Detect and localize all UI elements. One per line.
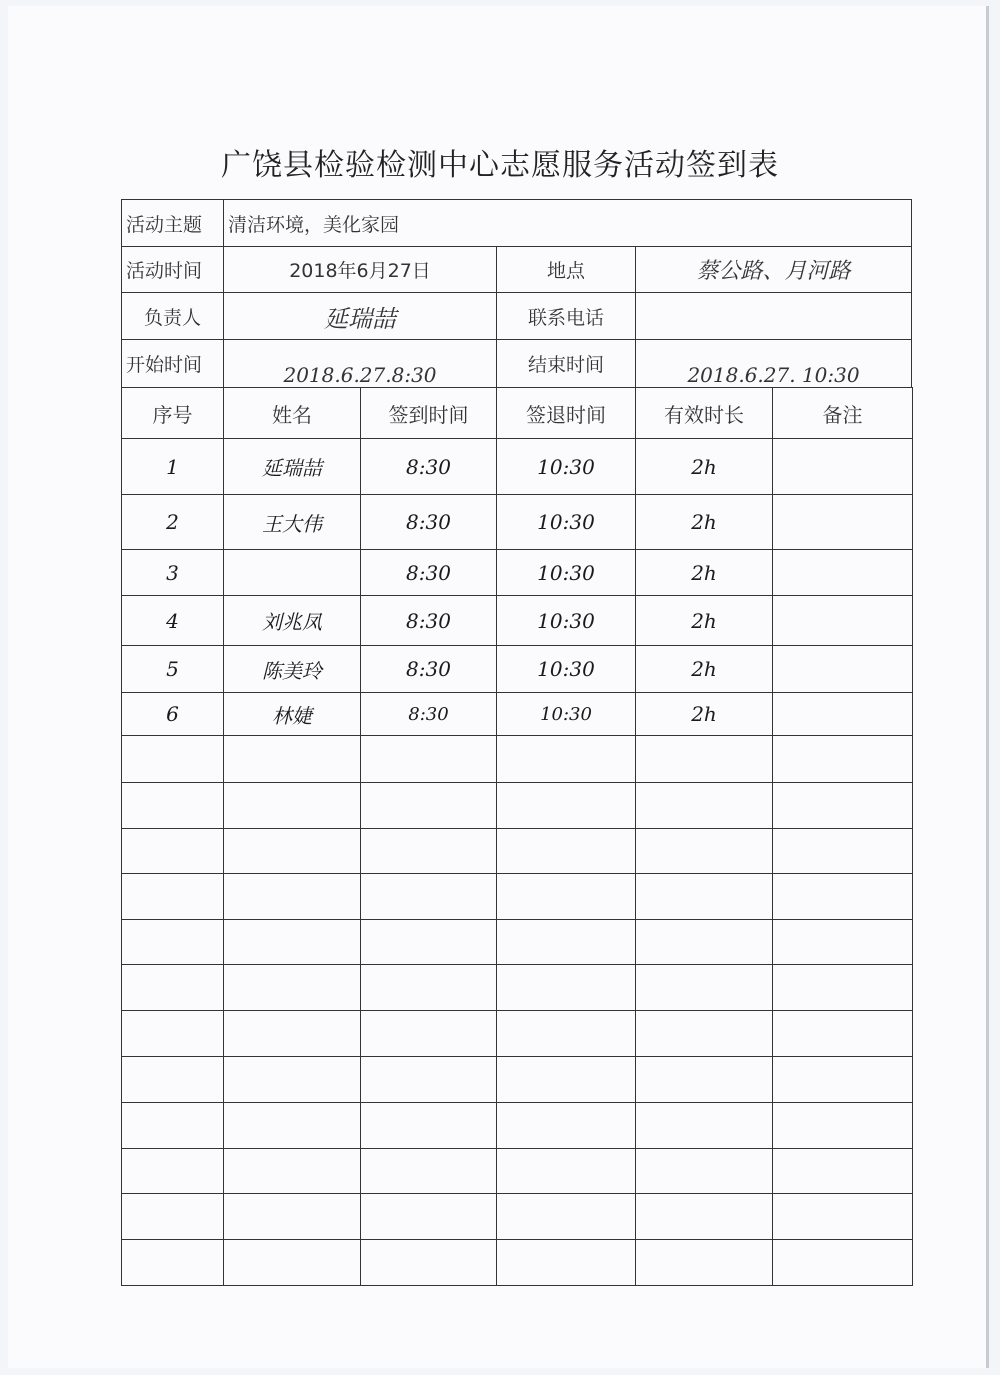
col-header-duration: 有效时长 bbox=[636, 388, 773, 439]
row-name: 陈美玲 bbox=[224, 646, 361, 693]
empty-row bbox=[122, 736, 913, 783]
row-checkin: 8:30 bbox=[361, 550, 497, 596]
row-duration: 2h bbox=[636, 550, 773, 596]
table-row bbox=[122, 646, 913, 693]
row-duration: 2h bbox=[636, 495, 773, 550]
row-duration: 2h bbox=[636, 596, 773, 646]
row-note bbox=[773, 596, 913, 646]
row-duration: 2h bbox=[636, 693, 773, 736]
table-row bbox=[122, 495, 913, 550]
empty-row bbox=[122, 1057, 913, 1103]
leader-row bbox=[122, 293, 912, 340]
theme-label: 活动主题 bbox=[122, 200, 224, 247]
empty-row bbox=[122, 783, 913, 829]
row-name: 林婕 bbox=[224, 693, 361, 736]
place-value: 蔡公路、月河路 bbox=[636, 247, 912, 293]
empty-row bbox=[122, 965, 913, 1011]
place-label: 地点 bbox=[497, 247, 636, 293]
row-checkout: 10:30 bbox=[497, 550, 636, 596]
signin-header-row bbox=[122, 388, 913, 439]
row-note bbox=[773, 495, 913, 550]
time-label: 活动时间 bbox=[122, 247, 224, 293]
time-value: 2018年6月27日 bbox=[224, 247, 497, 293]
start-end-row bbox=[122, 340, 912, 388]
activity-info-table bbox=[121, 199, 912, 388]
row-checkout: 10:30 bbox=[497, 495, 636, 550]
start-value: 2018.6.27.8:30 bbox=[224, 340, 497, 388]
empty-row bbox=[122, 920, 913, 965]
form-title: 广饶县检验检测中心志愿服务活动签到表 bbox=[221, 148, 779, 183]
signin-table bbox=[121, 387, 913, 1286]
col-header-checkout: 签退时间 bbox=[497, 388, 636, 439]
row-name: 延瑞喆 bbox=[224, 439, 361, 495]
row-checkin: 8:30 bbox=[361, 646, 497, 693]
row-name bbox=[224, 550, 361, 596]
row-checkin: 8:30 bbox=[361, 495, 497, 550]
leader-label: 负责人 bbox=[122, 293, 224, 340]
leader-value: 延瑞喆 bbox=[224, 293, 497, 340]
col-header-checkin: 签到时间 bbox=[361, 388, 497, 439]
start-label: 开始时间 bbox=[122, 340, 224, 388]
table-row bbox=[122, 439, 913, 495]
empty-row bbox=[122, 1149, 913, 1194]
row-duration: 2h bbox=[636, 646, 773, 693]
row-duration: 2h bbox=[636, 439, 773, 495]
col-header-note: 备注 bbox=[773, 388, 913, 439]
row-note bbox=[773, 439, 913, 495]
row-checkin: 8:30 bbox=[361, 439, 497, 495]
row-note bbox=[773, 550, 913, 596]
row-checkout: 10:30 bbox=[497, 596, 636, 646]
row-name: 刘兆凤 bbox=[224, 596, 361, 646]
row-checkin: 8:30 bbox=[361, 596, 497, 646]
empty-row bbox=[122, 1011, 913, 1057]
end-label: 结束时间 bbox=[497, 340, 636, 388]
empty-row bbox=[122, 1103, 913, 1149]
row-no: 6 bbox=[122, 693, 224, 736]
row-checkout: 10:30 bbox=[497, 646, 636, 693]
empty-row bbox=[122, 1194, 913, 1240]
row-no: 4 bbox=[122, 596, 224, 646]
phone-label: 联系电话 bbox=[497, 293, 636, 340]
row-note bbox=[773, 646, 913, 693]
empty-row bbox=[122, 1240, 913, 1286]
table-row bbox=[122, 550, 913, 596]
row-no: 1 bbox=[122, 439, 224, 495]
row-no: 2 bbox=[122, 495, 224, 550]
row-no: 5 bbox=[122, 646, 224, 693]
theme-row bbox=[122, 200, 912, 247]
time-row bbox=[122, 247, 912, 293]
theme-value: 清洁环境，美化家园 bbox=[224, 200, 912, 247]
empty-row bbox=[122, 874, 913, 920]
table-row bbox=[122, 693, 913, 736]
empty-row bbox=[122, 829, 913, 874]
row-note bbox=[773, 693, 913, 736]
phone-value bbox=[636, 293, 912, 340]
row-checkin: 8:30 bbox=[361, 693, 497, 736]
row-name: 王大伟 bbox=[224, 495, 361, 550]
table-row bbox=[122, 596, 913, 646]
row-checkout: 10:30 bbox=[497, 439, 636, 495]
col-header-name: 姓名 bbox=[224, 388, 361, 439]
end-value: 2018.6.27. 10:30 bbox=[636, 340, 912, 388]
col-header-no: 序号 bbox=[122, 388, 224, 439]
row-checkout: 10:30 bbox=[497, 693, 636, 736]
row-no: 3 bbox=[122, 550, 224, 596]
